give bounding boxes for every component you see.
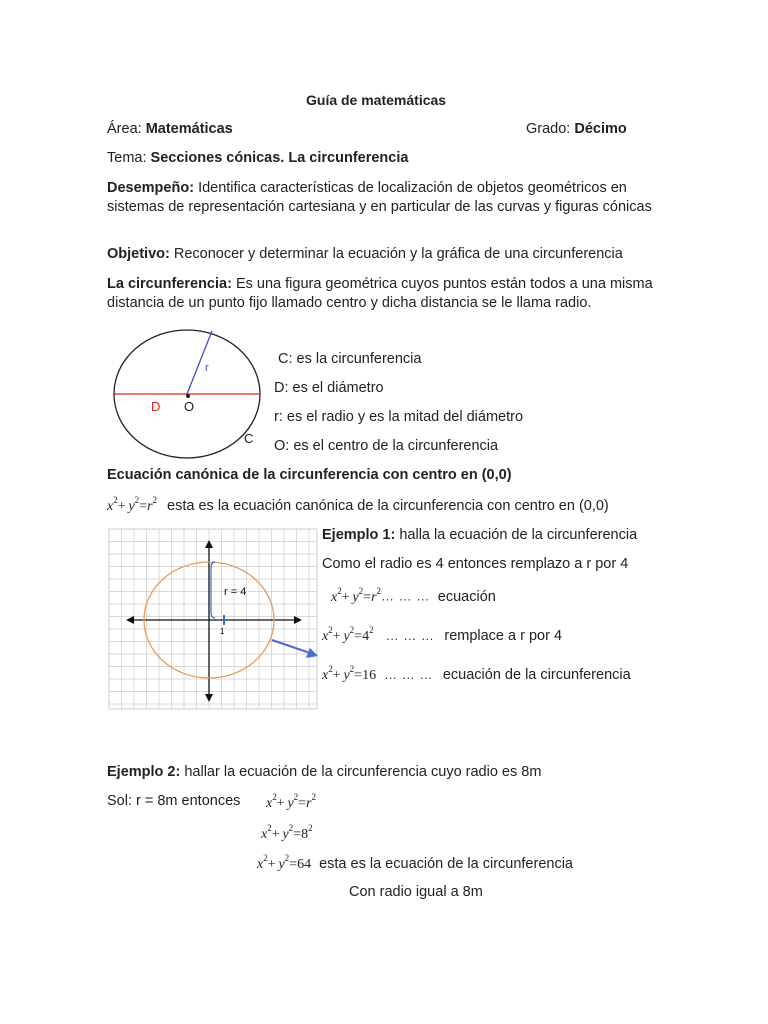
center-label: O [184,399,195,414]
circunferencia-label: La circunferencia: [107,276,232,292]
desempeno-text: Identifica características de localización de objetos geométricos en sistemas de representación cartesiana y en particular de las curvas y figuras cónicas [107,180,652,215]
legend-item-c: C: es la circunferencia [278,351,422,367]
tema-label: Tema: [107,150,147,166]
circle-graph [108,528,323,713]
ejemplo2-final2: Con radio igual a 8m [349,884,483,900]
canonical-equation: $x^2+ y^2=r^2$ [107,495,158,514]
ejemplo1-label: Ejemplo 1: [322,527,396,543]
circunferencia-paragraph [107,275,667,313]
document-title: Guía de matemáticas [306,92,447,108]
ejemplo2-eq2: $x^2+ y^2=8^2$ [261,823,313,842]
area-line [107,121,233,137]
ejemplo1-step2 [322,626,562,645]
ejemplo2-text: hallar la ecuación de la circunferencia cuyo radio es 8m [184,764,542,780]
ejemplo2-line [107,764,541,780]
area-value: Matemáticas [145,121,233,137]
center-point [186,394,190,398]
step2-equation: $x^2+ y^2=4^2$ [322,625,374,644]
desempeno-paragraph [107,179,667,217]
ejemplo1-line [322,527,637,543]
tema-value: Secciones cónicas. La circunferencia [150,150,409,166]
ejemplo2-label: Ejemplo 2: [107,764,181,780]
step3-note: ecuación de la circunferencia [442,666,631,683]
grado-line [526,121,627,137]
diameter-label: D [151,399,161,414]
circle-label: C [244,431,254,446]
circunferencia-text: Es una figura geométrica cuyos puntos están todos a una misma distancia de un punto fijo llamado centro y dicha distancia se le llama radio. [107,276,653,311]
ejemplo2-sol: Sol: r = 8m entonces [107,793,241,809]
area-label: Área: [107,121,142,137]
objetivo-line [107,246,623,262]
canonica-heading: Ecuación canónica de la circunferencia con centro en (0,0) [107,467,512,483]
ejemplo1-line2: Como el radio es 4 entonces remplazo a r por 4 [322,556,629,572]
legend-item-o: O: es el centro de la circunferencia [274,438,499,454]
radius-value-label: r = 4 [224,586,247,598]
tema-line [107,150,408,166]
step3-equation: $x^2+ y^2=16$ [322,664,377,683]
graph-frame [109,529,317,709]
pointer-arrow [270,636,322,662]
step1-note: ecuación [437,588,496,605]
ejemplo2-step1 [266,793,316,812]
objetivo-label: Objetivo: [107,246,170,262]
ejemplo2-step3 [257,854,573,873]
ejemplo2-step2 [261,824,313,843]
step2-note: remplace a r por 4 [444,627,563,644]
unit-tick-label: 1 [220,627,225,636]
grado-value: Décimo [574,121,627,137]
step1-equation: $x^2+ y^2=r^2$ [331,586,382,605]
legend-item-d: D: es el diámetro [274,380,384,396]
pointer-arrow-line [272,640,310,653]
step3-dots: … … … [384,666,433,682]
ejemplo1-step1 [331,587,496,606]
ejemplo2-final-text: esta es la ecuación de la circunferencia [319,855,573,872]
objetivo-text: Reconocer y determinar la ecuación y la gráfica de una circunferencia [173,246,623,262]
canonica-text: esta es la ecuación canónica de la circunferencia con centro en (0,0) [167,497,609,514]
ejemplo2-eq1: $x^2+ y^2=r^2$ [266,792,317,811]
step1-dots: … … … [381,588,430,604]
ejemplo2-eq3: $x^2+ y^2=64$ [257,853,312,872]
ejemplo1-text: halla la ecuación de la circunferencia [399,527,638,543]
ejemplo1-step3 [322,665,631,684]
step2-dots: … … … [385,627,435,643]
radius-label: r [205,362,209,374]
grado-label: Grado: [526,121,571,137]
canonica-line [107,496,609,515]
legend-item-r: r: es el radio y es la mitad del diámetro [274,409,524,425]
desempeno-label: Desempeño: [107,180,195,196]
circle-diagram [108,326,268,464]
